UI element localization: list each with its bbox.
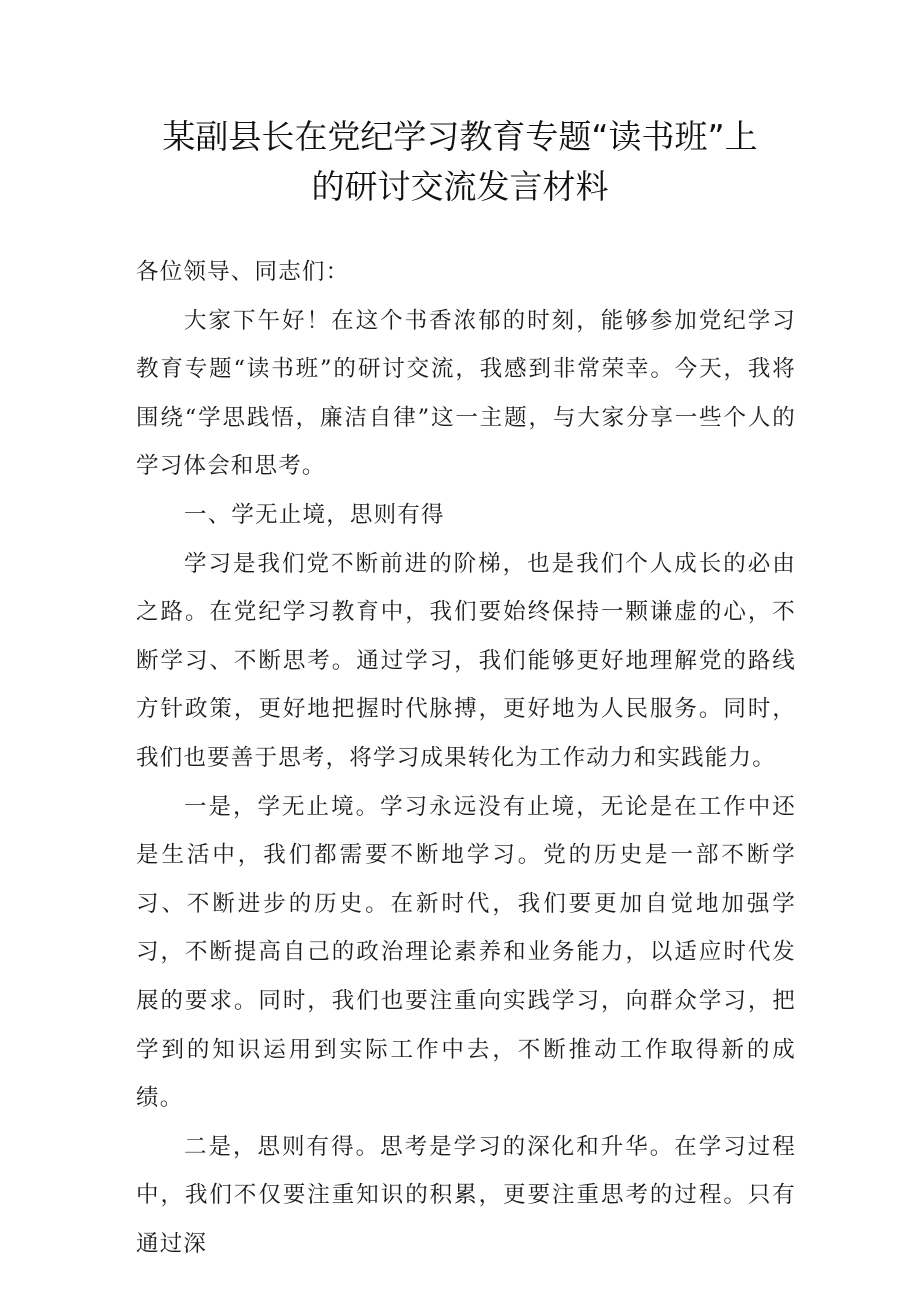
paragraph-learning: 学习是我们党不断前进的阶梯，也是我们个人成长的必由之路。在党纪学习教育中，我们要始终保持一颗谦虚的心，不断学习、不断思考。通过学习，我们能够更好地理解党的路线方针政策，更好地把握时代脉搏，更好地为人民服务。同时，我们也要善于思考，将学习成果转化为工作动力和实践能力。	[136, 550, 796, 771]
title-line-1: 某副县长在党纪学习教育专题“读书班”上	[162, 117, 758, 156]
document-body	[136, 248, 796, 1268]
section-heading-1: 一、学无止境，思则有得	[184, 501, 445, 528]
paragraph-point-one: 一是，学无止境。学习永远没有止境，无论是在工作中还是生活中，我们都需要不断地学习。党的历史是一部不断学习、不断进步的历史。在新时代，我们要更加自觉地加强学习，不断提高自己的政治理论素养和业务能力，以适应时代发展的要求。同时，我们也要注重向实践学习，向群众学习，把学到的知识运用到实际工作中去，不断推动工作取得新的成绩。	[136, 793, 796, 1112]
document-title	[100, 112, 820, 212]
title-line-2: 的研讨交流发言材料	[311, 167, 609, 206]
paragraph-point-two: 二是，思则有得。思考是学习的深化和升华。在学习过程中，我们不仅要注重知识的积累，更要注重思考的过程。只有通过深	[136, 1133, 796, 1257]
paragraph-opening: 大家下午好！在这个书香浓郁的时刻，能够参加党纪学习教育专题“读书班”的研讨交流，我感到非常荣幸。今天，我将围绕“学思践悟，廉洁自律”这一主题，与大家分享一些个人的学习体会和思考。	[136, 307, 796, 480]
salutation: 各位领导、同志们：	[136, 259, 350, 285]
